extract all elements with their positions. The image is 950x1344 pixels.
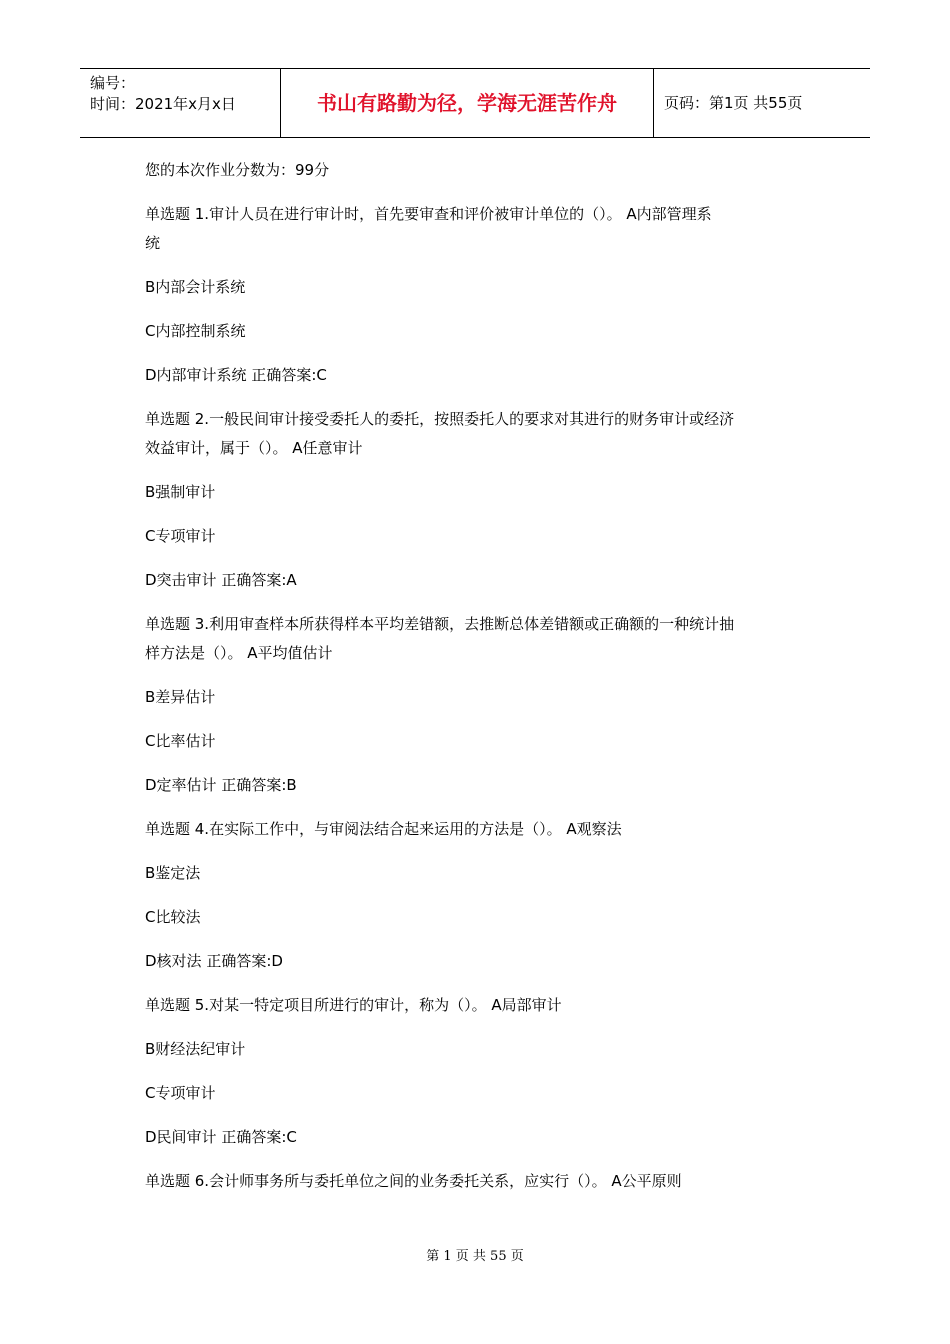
question-block	[145, 815, 810, 991]
answer-option: D定率估计 正确答案:B	[145, 776, 297, 794]
answer-option: B差异估计	[145, 688, 216, 706]
answer-option: D民间审计 正确答案:C	[145, 1128, 297, 1146]
header-meta-cell	[80, 69, 281, 137]
question-stem-line: 单选题 1.审计人员在进行审计时，首先要审查和评价被审计单位的（）。 A内部管理系	[145, 205, 712, 223]
question-block	[145, 610, 810, 815]
question-stem-line: 单选题 2.一般民间审计接受委托人的委托，按照委托人的要求对其进行的财务审计或经济	[145, 410, 735, 428]
answer-option: D核对法 正确答案:D	[145, 952, 283, 970]
number-label: 编号：	[90, 74, 136, 92]
score-line: 您的本次作业分数为：99分	[145, 161, 330, 179]
header-page-info: 页码：第1页 共55页	[664, 94, 803, 112]
date-label: 时间：2021年x月x日	[90, 95, 236, 113]
answer-option: C专项审计	[145, 1084, 216, 1102]
answer-option: D突击审计 正确答案:A	[145, 571, 297, 589]
question-stem-line: 效益审计，属于（）。 A任意审计	[145, 439, 363, 457]
question-stem-line: 单选题 4.在实际工作中，与审阅法结合起来运用的方法是（）。 A观察法	[145, 820, 622, 838]
question-stem-line: 单选题 5.对某一特定项目所进行的审计，称为（）。 A局部审计	[145, 996, 562, 1014]
question-block	[145, 1167, 810, 1196]
answer-option: C专项审计	[145, 527, 216, 545]
question-block	[145, 991, 810, 1167]
question-list	[145, 200, 810, 1196]
answer-option: B鉴定法	[145, 864, 201, 882]
question-block	[145, 200, 810, 405]
page-header	[80, 68, 870, 138]
question-stem-line: 统	[145, 234, 161, 252]
answer-option: D内部审计系统 正确答案:C	[145, 366, 327, 384]
document-body	[145, 156, 810, 1196]
answer-option: B强制审计	[145, 483, 216, 501]
header-motto: 书山有路勤为径，学海无涯苦作舟	[281, 69, 654, 137]
answer-option: C比较法	[145, 908, 201, 926]
question-stem-line: 单选题 3.利用审查样本所获得样本平均差错额，去推断总体差错额或正确额的一种统计抽	[145, 615, 735, 633]
question-block	[145, 405, 810, 610]
answer-option: C内部控制系统	[145, 322, 246, 340]
page-footer: 第 1 页 共 55 页	[426, 1249, 524, 1264]
answer-option: C比率估计	[145, 732, 216, 750]
answer-option: B内部会计系统	[145, 278, 246, 296]
question-stem-line: 样方法是（）。 A平均值估计	[145, 644, 333, 662]
answer-option: B财经法纪审计	[145, 1040, 246, 1058]
question-stem-line: 单选题 6.会计师事务所与委托单位之间的业务委托关系，应实行（）。 A公平原则	[145, 1172, 682, 1190]
